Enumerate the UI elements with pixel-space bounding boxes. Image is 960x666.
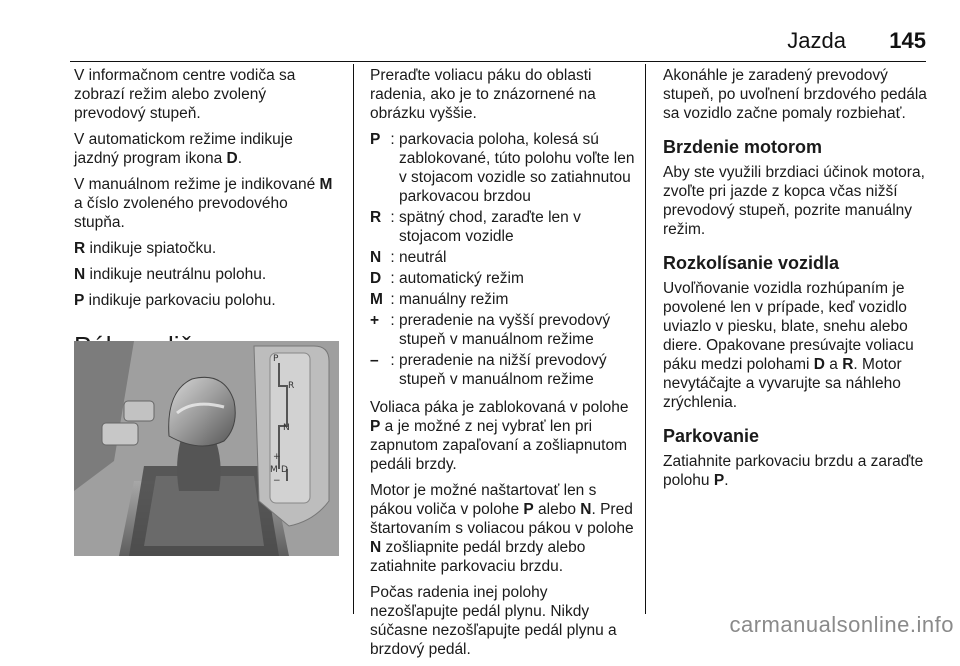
list-item: M : manuálny režim bbox=[370, 291, 509, 308]
gate-label-d: D bbox=[281, 465, 288, 475]
gate-label-n: N bbox=[283, 423, 290, 433]
column-divider bbox=[645, 64, 646, 614]
paragraph: Aby ste využili brzdiaci účinok motora, zvoľte pri jazde z kopca včas nižší prevodový stupeň, pozrite manuálny režim. bbox=[663, 164, 925, 238]
paragraph: Motor je možné naštartovať len s pákou voliča v polohe P alebo N. Pred štartovaním s voliacou pákou v polohe N zošliapnite pedál brzdy alebo zatiahnite parkovaciu brzdu. bbox=[370, 482, 634, 575]
page-header bbox=[70, 22, 926, 62]
column-3 bbox=[663, 66, 933, 497]
gate-label-m: M bbox=[270, 465, 278, 475]
paragraph: V manuálnom režime je indikované M a číslo zvoleného prevodového stupňa. bbox=[74, 176, 333, 231]
subheading: Brzdenie motorom bbox=[663, 137, 823, 157]
paragraph: N indikuje neutrálnu polohu. bbox=[74, 266, 267, 283]
watermark: carmanualsonline.info bbox=[729, 612, 954, 637]
gear-selector-illustration bbox=[74, 341, 339, 556]
subheading: Rozkolísanie vozidla bbox=[663, 253, 840, 273]
column-1 bbox=[74, 66, 336, 361]
list-item: + : preradenie na vyšší prevodový stupeň v manuálnom režime bbox=[370, 312, 611, 348]
paragraph: R indikuje spiatočku. bbox=[74, 240, 217, 257]
header-rule bbox=[70, 61, 926, 62]
gate-label-plus: + bbox=[273, 452, 281, 462]
list-item: P : parkovacia poloha, kolesá sú zablokované, túto polohu voľte len v stojacom vozidle so zatiahnutou parkovacou brzdou bbox=[370, 131, 635, 205]
subheading: Parkovanie bbox=[663, 426, 760, 446]
paragraph: Počas radenia inej polohy nezošľapujte pedál plynu. Nikdy súčasne nezošľapujte pedál plynu a brzdový pedál. bbox=[370, 584, 617, 658]
paragraph: Voliaca páka je zablokovaná v polohe P a je možné z nej vybrať len pri zapnutom zapaľovaní a zošliapnutom pedáli brzdy. bbox=[370, 399, 629, 473]
paragraph: Zatiahnite parkovaciu brzdu a zaraďte polohu P. bbox=[663, 453, 924, 489]
gear-selector-photo bbox=[74, 341, 339, 556]
gate-label-minus: − bbox=[273, 476, 281, 486]
paragraph: P indikuje parkovaciu polohu. bbox=[74, 292, 276, 309]
gate-label-p: P bbox=[273, 354, 279, 364]
paragraph: Preraďte voliacu páku do oblasti radenia, ako je to znázornené na obrázku vyššie. bbox=[370, 67, 596, 122]
paragraph: Uvoľňovanie vozidla rozhúpaním je povolené len v prípade, keď vozidlo uviazlo v piesku, blate, snehu alebo diere. Opakovane presúvajte voliacu páku medzi polohami D a R. Motor nevytáčajte a vyvarujte sa náhleho zrýchlenia. bbox=[663, 280, 914, 411]
paragraph: V automatickom režime indikuje jazdný program ikona D. bbox=[74, 131, 293, 167]
gate-label-r: R bbox=[288, 381, 295, 391]
section-title: Jazda bbox=[787, 28, 846, 53]
paragraph: Akonáhle je zaradený prevodový stupeň, po uvoľnení brzdového pedála sa vozidlo začne pomaly rozbiehať. bbox=[663, 67, 927, 122]
list-item: D : automatický režim bbox=[370, 270, 524, 287]
list-item: R : spätný chod, zaraďte len v stojacom vozidle bbox=[370, 209, 581, 245]
page-number: 145 bbox=[889, 28, 926, 53]
column-divider bbox=[353, 64, 354, 614]
list-item: N : neutrál bbox=[370, 249, 447, 266]
list-item: – : preradenie na nižší prevodový stupeň v manuálnom režime bbox=[370, 352, 607, 388]
column-2 bbox=[370, 66, 638, 666]
paragraph: V informačnom centre vodiča sa zobrazí režim alebo zvolený prevodový stupeň. bbox=[74, 67, 296, 122]
position-list bbox=[370, 130, 638, 389]
